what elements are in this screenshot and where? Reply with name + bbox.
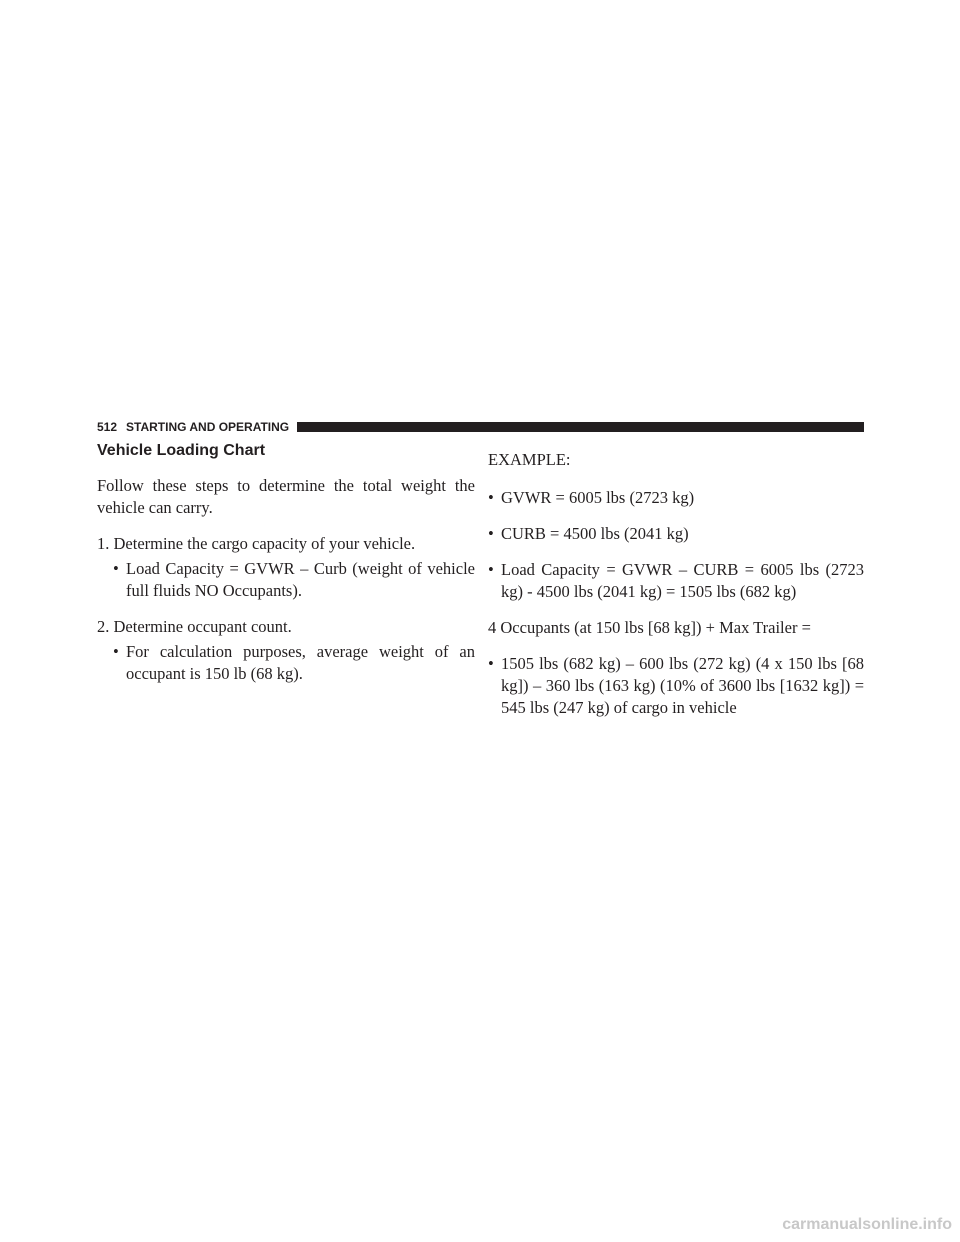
page-number: 512	[97, 420, 118, 434]
section-heading: Vehicle Loading Chart	[97, 442, 266, 459]
right-column	[488, 441, 864, 733]
gvwr-text: GVWR = 6005 lbs (2723 kg)	[501, 488, 695, 507]
curb-bullet	[488, 523, 864, 545]
step-1-bullet	[113, 558, 475, 602]
step-1-bullet-text: Load Capacity = GVWR – Curb (weight of vehicle full fluids NO Occupants).	[126, 559, 475, 600]
result-bullet	[488, 653, 864, 719]
bullet-icon: •	[488, 654, 494, 673]
load-capacity-text: Load Capacity = GVWR – CURB = 6005 lbs (2723 kg) - 4500 lbs (2041 kg) = 1505 lbs (682 kg)	[501, 560, 864, 601]
bullet-icon: •	[488, 488, 494, 507]
bullet-icon: •	[113, 642, 119, 661]
load-capacity-bullet	[488, 559, 864, 603]
curb-text: CURB = 4500 lbs (2041 kg)	[501, 524, 689, 543]
left-column	[97, 441, 475, 699]
occupants-line: 4 Occupants (at 150 lbs [68 kg]) + Max Trailer =	[488, 618, 811, 637]
step-2-label: 2. Determine occupant count.	[97, 617, 292, 636]
bullet-icon: •	[488, 524, 494, 543]
step-2-bullet	[113, 641, 475, 685]
watermark: carmanualsonline.info	[782, 1216, 952, 1233]
section-title: STARTING AND OPERATING	[126, 420, 290, 434]
page-header	[97, 419, 864, 435]
step-1-label: 1. Determine the cargo capacity of your vehicle.	[97, 534, 416, 553]
gvwr-bullet	[488, 487, 864, 509]
example-label: EXAMPLE:	[488, 450, 571, 469]
bullet-icon: •	[488, 560, 494, 579]
intro-paragraph: Follow these steps to determine the total weight the vehicle can carry.	[97, 476, 475, 517]
step-2-bullet-text: For calculation purposes, average weight of an occupant is 150 lb (68 kg).	[126, 642, 475, 683]
bullet-icon: •	[113, 559, 119, 578]
result-text: 1505 lbs (682 kg) – 600 lbs (272 kg) (4 x 150 lbs [68 kg]) – 360 lbs (163 kg) (10% of 3600 lbs [1632 kg]) = 545 lbs (247 kg) of cargo in vehicle	[501, 654, 864, 717]
header-rule	[297, 422, 864, 432]
